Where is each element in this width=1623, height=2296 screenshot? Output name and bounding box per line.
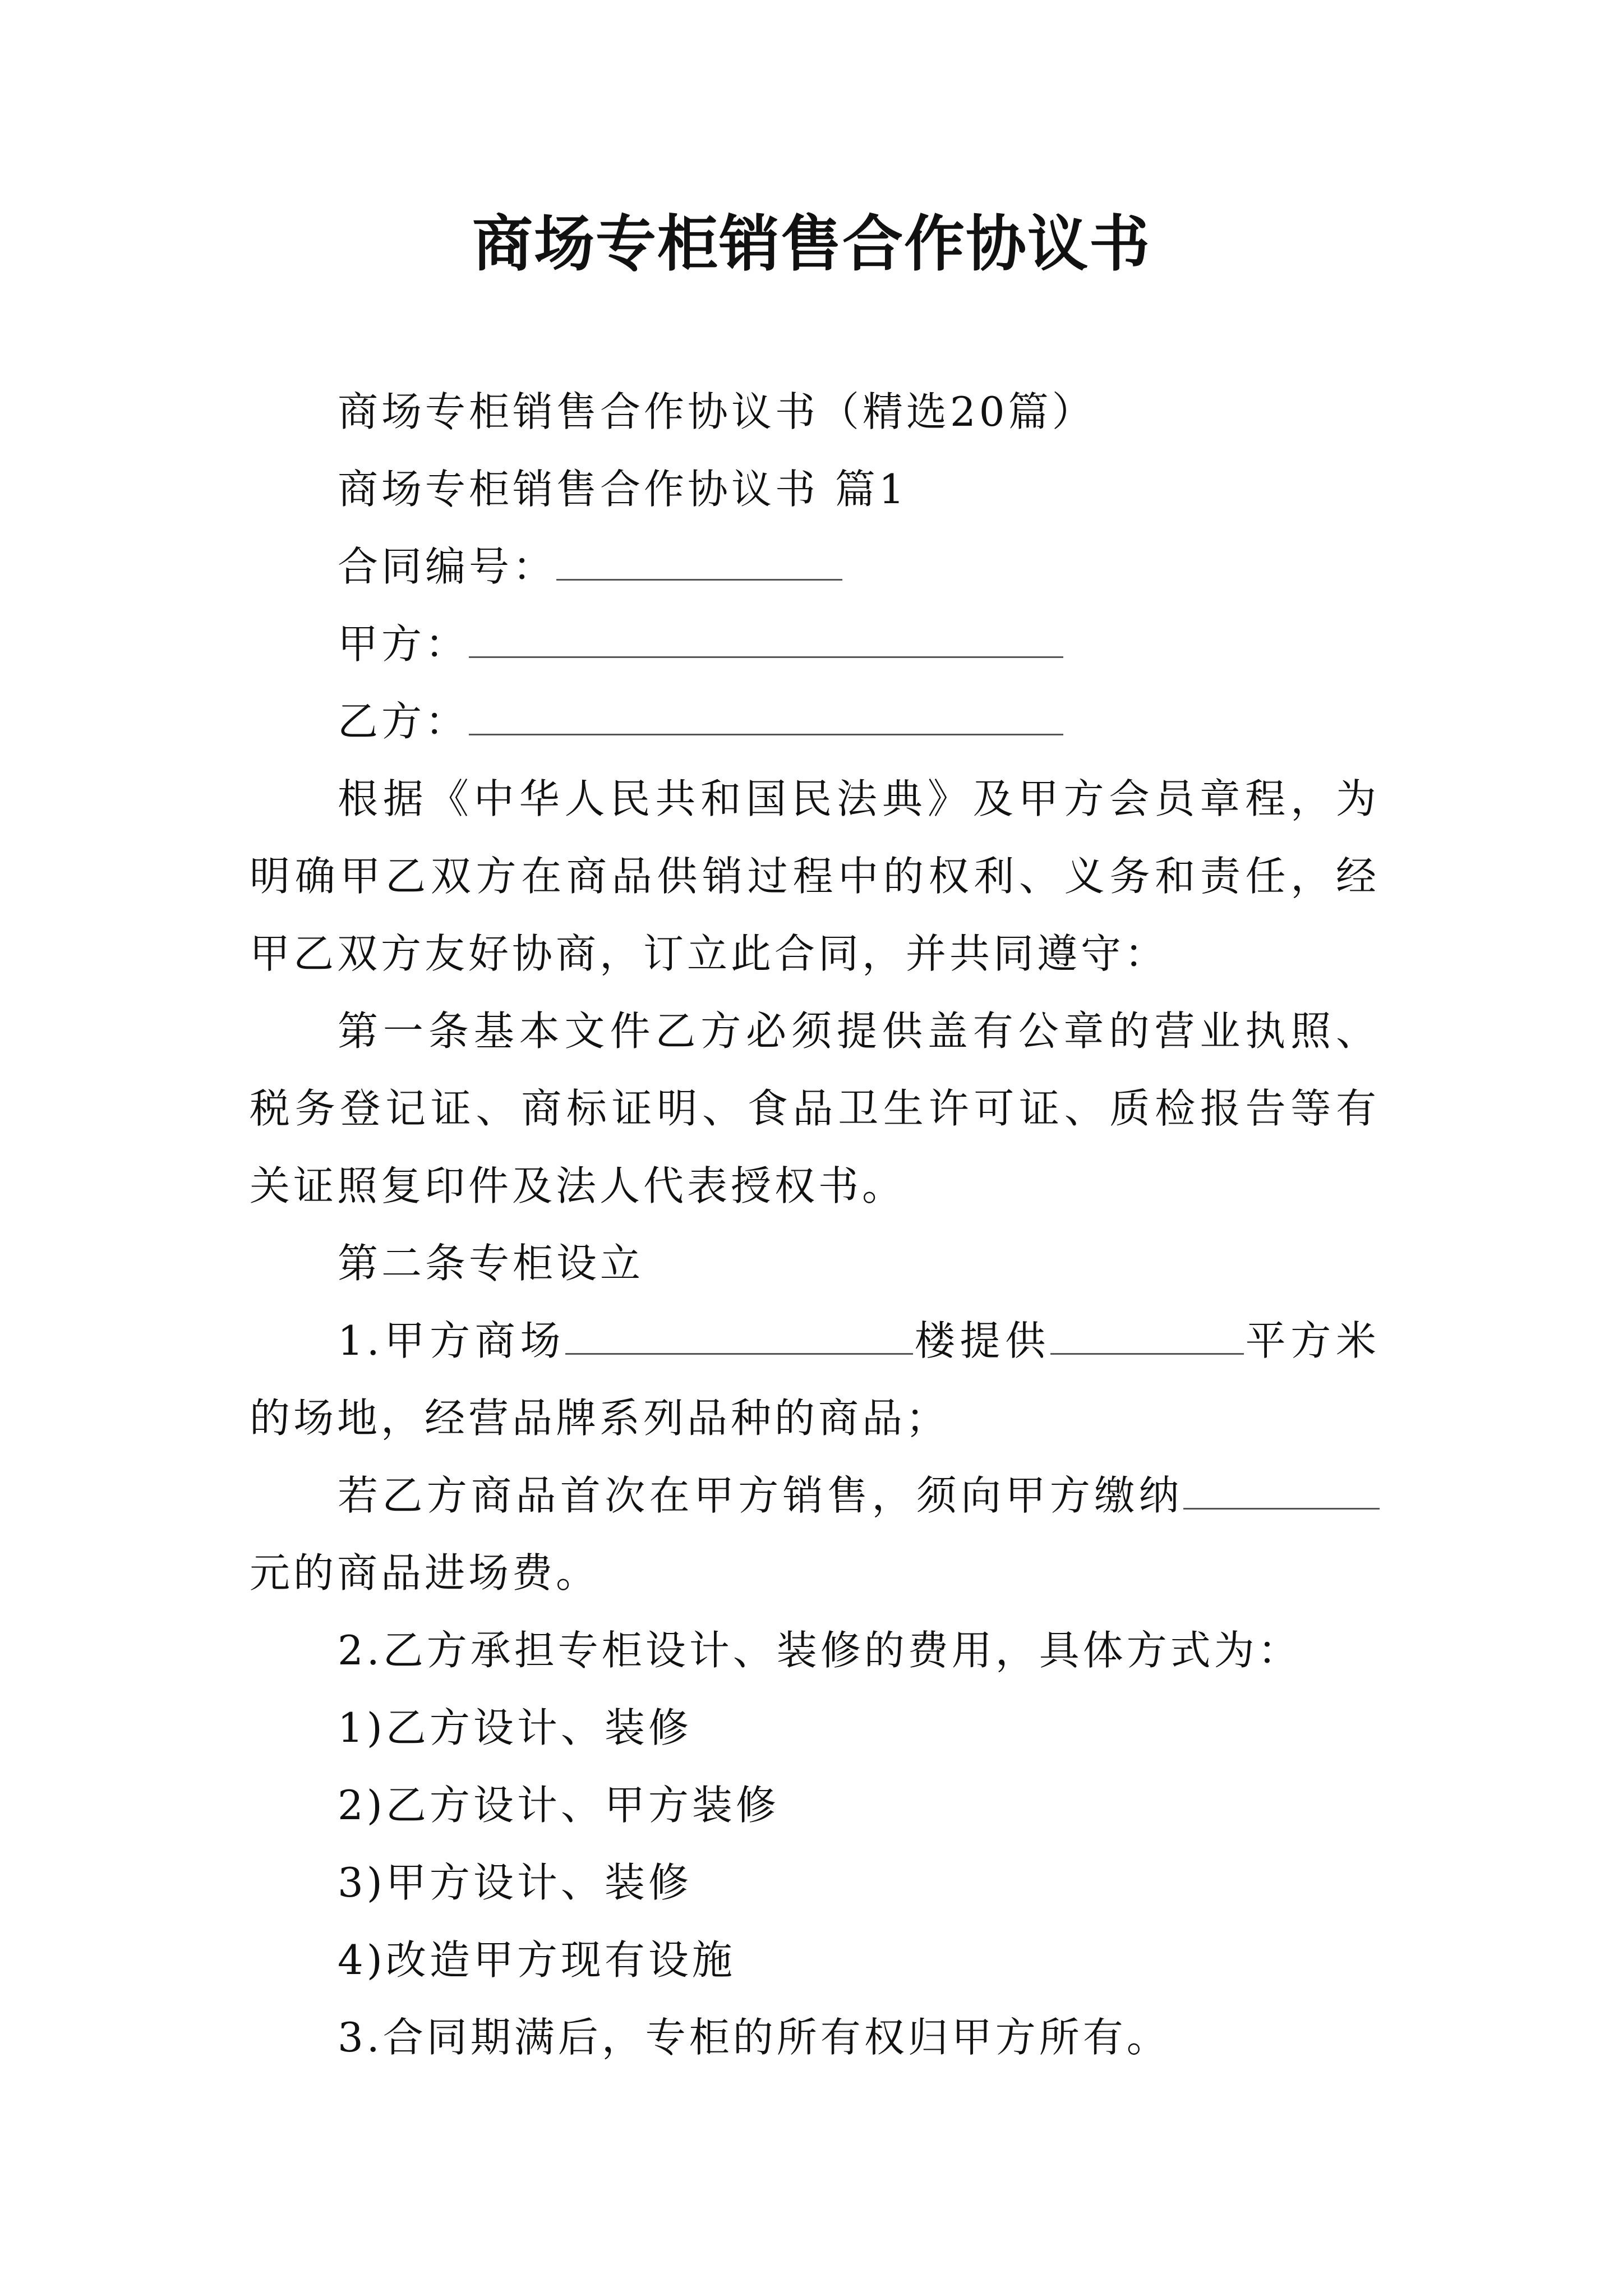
document-body [250,373,1380,2076]
party-a-blank [469,624,1063,658]
party-a-line [250,605,1380,683]
contract-number-label: 合同编号： [338,543,557,590]
item-2-paragraph: 2.乙方承担专柜设计、装修的费用，具体方式为： [338,1627,1302,1674]
item-1-text-a: 1.甲方商场 [338,1317,566,1364]
entry-fee-blank [1183,1475,1380,1510]
option-4: 4)改造甲方现有设施 [338,1936,736,1984]
entry-fee-text-b: 元的商品进场费。 [250,1549,600,1596]
option-3: 3)甲方设计、装修 [338,1859,692,1906]
contract-number-blank [556,546,842,581]
article-1-paragraph: 第一条基本文件乙方必须提供盖有公章的营业执照、税务登记证、商标证明、食品卫生许可证、质检报告等有关证照复印件及法人代表授权书。 [250,1007,1380,1209]
document-title: 商场专柜销售合作协议书 [472,209,1151,279]
article-2-heading: 第二条专柜设立 [338,1240,644,1287]
floor-blank [565,1320,913,1355]
area-blank [1050,1320,1244,1355]
item-3-paragraph: 3.合同期满后，专柜的所有权归甲方所有。 [338,2014,1170,2061]
item-1-text-c: 平方米的场地，经营品牌系列品种的商品； [250,1317,1380,1442]
subtitle: 商场专柜销售合作协议书（精选20篇） [338,388,1096,435]
item-1-paragraph [250,1302,1380,1457]
party-b-line [250,683,1380,760]
party-b-blank [469,701,1063,735]
party-a-label: 甲方： [338,620,469,668]
contract-number-line [250,528,1380,605]
entry-fee-text-a: 若乙方商品首次在甲方销售，须向甲方缴纳 [338,1472,1183,1519]
preamble-paragraph: 根据《中华人民共和国民法典》及甲方会员章程，为明确甲乙双方在商品供销过程中的权利、义务和责任，经甲乙双方友好协商，订立此合同，并共同遵守： [250,775,1380,977]
section-heading: 商场专柜销售合作协议书 篇1 [338,466,908,513]
option-2: 2)乙方设计、甲方装修 [338,1782,780,1829]
option-1: 1)乙方设计、装修 [338,1704,692,1751]
party-b-label: 乙方： [338,698,469,745]
entry-fee-paragraph [250,1457,1380,1612]
item-1-text-b: 楼提供 [913,1317,1050,1364]
